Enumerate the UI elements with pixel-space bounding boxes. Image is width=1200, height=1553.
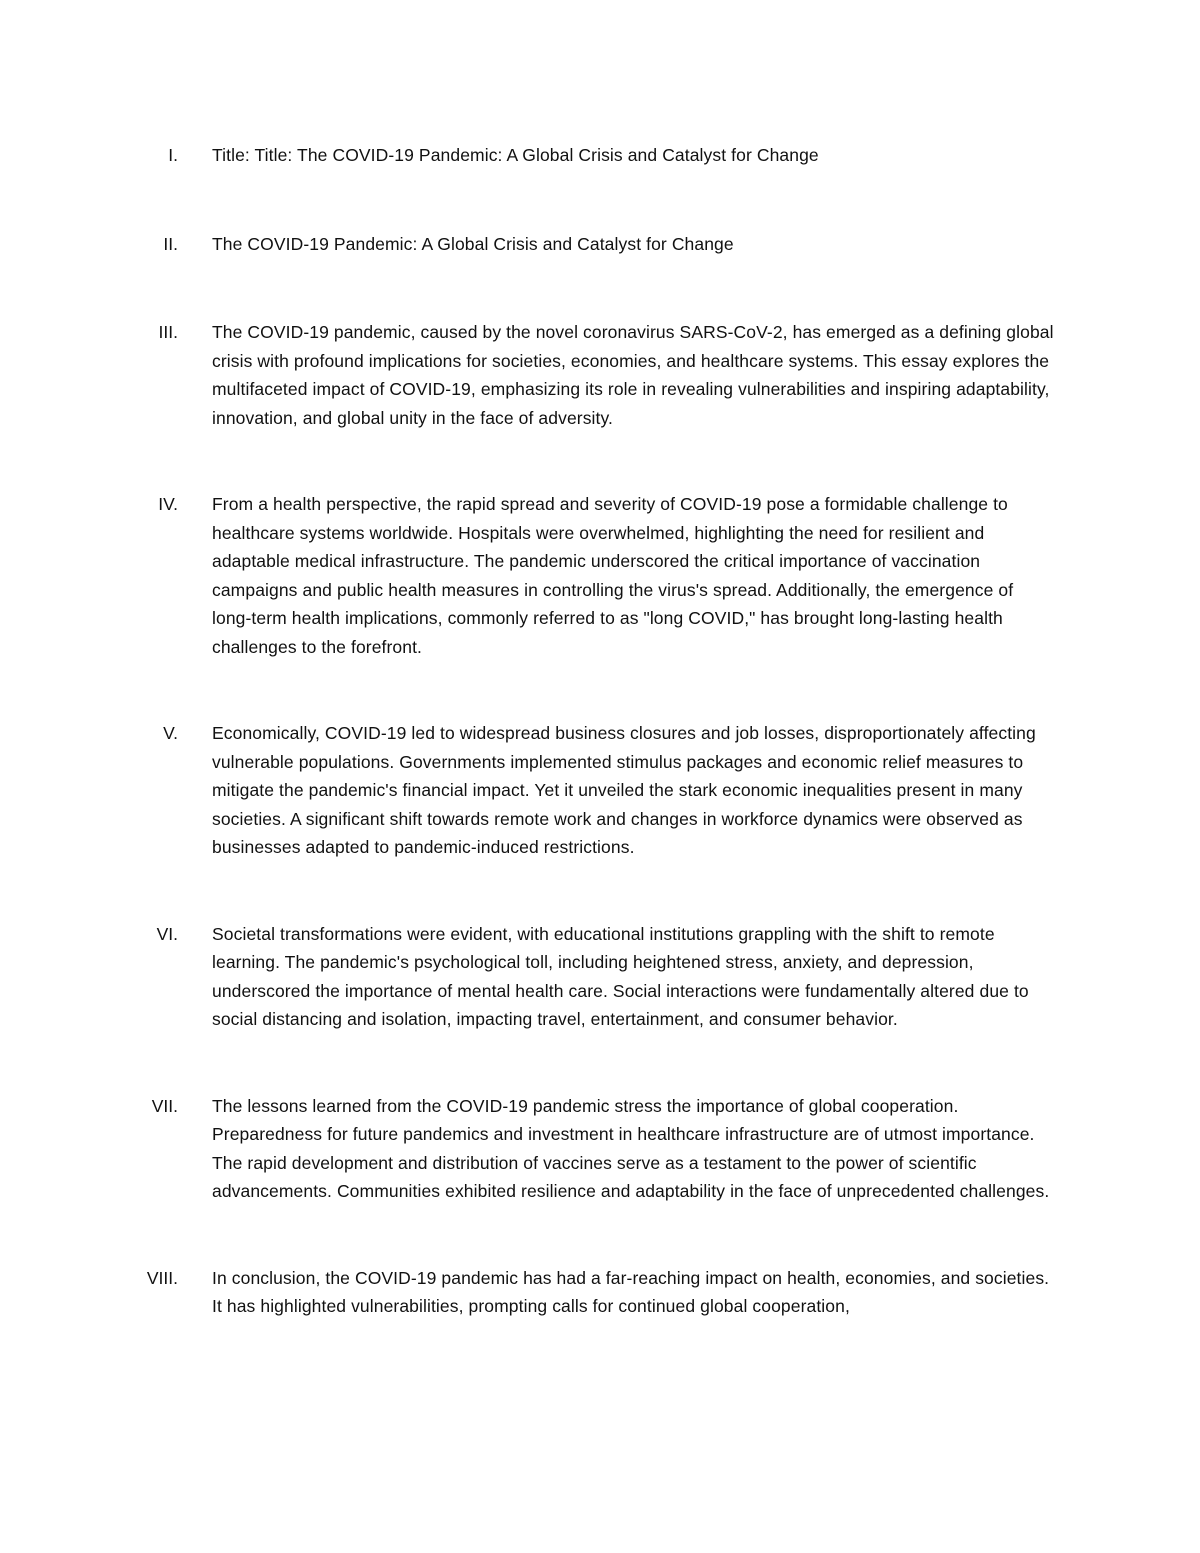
list-item [0, 230, 1200, 259]
item-heading: The COVID-19 Pandemic: A Global Crisis and Catalyst for Change [212, 233, 734, 254]
item-paragraph-society: Societal transformations were evident, with educational institutions grappling with the shift to remote learning. The pandemic's psychological toll, including heightened stress, anxiety, and depression, underscored the importance of mental health care. Social interactions were fundamentally altered due to social distancing and isolation, impacting travel, entertainment, and consumer behavior. [212, 923, 1029, 1029]
item-numeral: VII. [151, 1095, 178, 1116]
list-item [0, 1092, 1200, 1206]
list-item [0, 141, 1200, 170]
item-numeral: VIII. [146, 1267, 178, 1288]
item-title-line: Title: Title: The COVID-19 Pandemic: A Global Crisis and Catalyst for Change [212, 145, 819, 165]
list-item [0, 920, 1200, 1034]
list-item [0, 318, 1200, 432]
item-numeral: IV. [158, 494, 178, 514]
item-numeral: III. [158, 322, 178, 342]
item-numeral: I. [168, 145, 178, 165]
item-paragraph-economy: Economically, COVID-19 led to widespread business closures and job losses, disproportionately affecting vulnerable populations. Governments implemented stimulus packages and economic relief measures to mitigate the pandemic's financial impact. Yet it unveiled the stark economic inequalities present in many societies. A significant shift towards remote work and changes in workforce dynamics were observed as businesses adapted to pandemic-induced restrictions. [212, 723, 1036, 857]
item-paragraph-conclusion: In conclusion, the COVID-19 pandemic has had a far-reaching impact on health, economies, and societies. It has highlighted vulnerabilities, prompting calls for continued global cooperation, [212, 1267, 1050, 1316]
item-paragraph-lessons: The lessons learned from the COVID-19 pandemic stress the importance of global cooperation. Preparedness for future pandemics and investment in healthcare infrastructure are of utmost importance. The rapid development and distribution of vaccines serve as a testament to the power of scientific advancements. Communities exhibited resilience and adaptability in the face of unprecedented challenges. [212, 1095, 1050, 1201]
item-numeral: VI. [156, 923, 178, 944]
outline-list [0, 141, 1200, 1379]
list-item [0, 719, 1200, 862]
list-item [0, 490, 1200, 661]
item-numeral: V. [163, 723, 178, 743]
list-item [0, 1264, 1200, 1321]
item-numeral: II. [163, 233, 178, 254]
item-paragraph-health: From a health perspective, the rapid spread and severity of COVID-19 pose a formidable challenge to healthcare systems worldwide. Hospitals were overwhelmed, highlighting the need for resilient and adaptable medical infrastructure. The pandemic underscored the critical importance of vaccination campaigns and public health measures in controlling the virus's spread. Additionally, the emergence of long-term health implications, commonly referred to as "long COVID," has brought long-lasting health challenges to the forefront. [212, 494, 1014, 657]
item-paragraph-introduction: The COVID-19 pandemic, caused by the novel coronavirus SARS-CoV-2, has emerged as a defining global crisis with profound implications for societies, economies, and healthcare systems. This essay explores the multifaceted impact of COVID-19, emphasizing its role in revealing vulnerabilities and inspiring adaptability, innovation, and global unity in the face of adversity. [212, 322, 1054, 428]
